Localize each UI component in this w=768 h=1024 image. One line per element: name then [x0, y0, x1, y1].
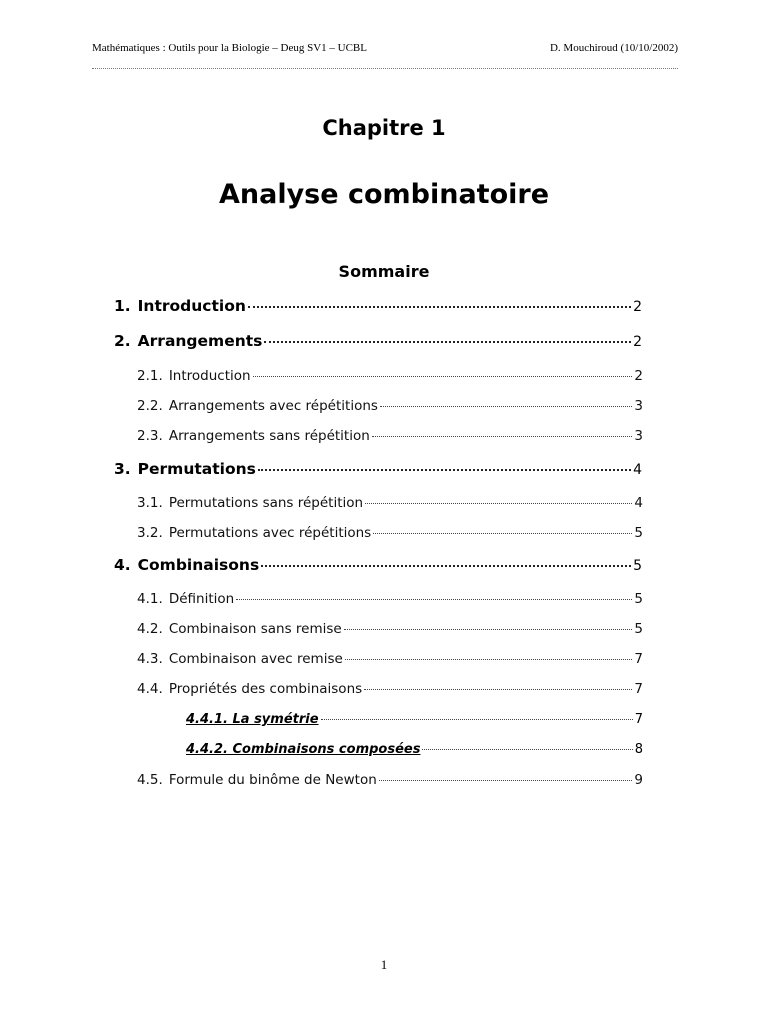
toc-entry-page: 4: [633, 462, 642, 478]
toc-entry-number: 1.: [114, 297, 131, 315]
toc-entry-page: 3: [634, 398, 643, 414]
toc-heading: Sommaire: [338, 262, 430, 281]
toc-entry-page: 2: [633, 299, 642, 315]
toc-entry-number: 4.5.: [137, 772, 163, 788]
toc-entry-number: 2.3.: [137, 428, 163, 444]
toc-entry-combinaisons-composees[interactable]: [186, 742, 643, 757]
toc-entry-page: 5: [633, 558, 642, 574]
toc-entry-number: 4.: [114, 556, 131, 574]
toc-dot-leader: [372, 436, 633, 437]
toc-entry-page: 5: [634, 621, 643, 637]
toc-entry-permutations-sans-repetition[interactable]: [137, 495, 643, 511]
toc-entry-number: 4.4.1.: [186, 712, 228, 727]
header-divider: [92, 68, 678, 69]
toc-entry-number: 3.2.: [137, 525, 163, 541]
toc-entry-label: Introduction: [137, 297, 246, 315]
toc-entry-permutations-avec-repetitions[interactable]: [137, 525, 643, 541]
toc-dot-leader: [365, 503, 632, 504]
toc-dot-leader: [380, 406, 632, 407]
toc-entry-number: 4.1.: [137, 591, 163, 607]
toc-dot-leader: [261, 565, 631, 567]
toc-entry-combinaisons[interactable]: [114, 556, 642, 574]
toc-dot-leader: [258, 469, 631, 471]
toc-entry-title: La symétrie: [232, 712, 319, 727]
toc-entry-definition[interactable]: [137, 591, 643, 607]
toc-entry-binome-de-newton[interactable]: [137, 772, 643, 788]
toc-entry-title: Combinaisons composées: [232, 742, 421, 757]
toc-entry-page: 2: [634, 368, 643, 384]
page-header: [92, 42, 678, 56]
toc-entry-number: 3.: [114, 460, 131, 478]
toc-dot-leader: [379, 780, 633, 781]
page-number: 1: [380, 957, 388, 972]
toc-entry-page: 7: [634, 681, 643, 697]
toc-entry-page: 5: [634, 525, 643, 541]
toc-entry-page: 2: [633, 334, 642, 350]
toc-entry-number: 2.1.: [137, 368, 163, 384]
toc-entry-label: Combinaison sans remise: [168, 621, 342, 637]
toc-entry-label: Combinaison avec remise: [168, 651, 343, 667]
toc-entry-introduction[interactable]: [114, 297, 642, 315]
toc-entry-arrangements-sans-repetition[interactable]: [137, 428, 643, 444]
toc-entry-number: 3.1.: [137, 495, 163, 511]
toc-entry-label: Définition: [168, 591, 235, 607]
toc-entry-arrangements-avec-repetitions[interactable]: [137, 398, 643, 414]
chapter-title: Analyse combinatoire: [218, 179, 550, 210]
toc-entry-label: Arrangements sans répétition: [168, 428, 370, 444]
toc-entry-proprietes-combinaisons[interactable]: [137, 681, 643, 697]
toc-dot-leader: [253, 376, 633, 377]
toc-entry-label: Arrangements avec répétitions: [168, 398, 378, 414]
toc-entry-page: 5: [634, 591, 643, 607]
toc-entry-label: Formule du binôme de Newton: [168, 772, 377, 788]
toc-dot-leader: [345, 659, 633, 660]
toc-entry-number: 4.4.2.: [186, 742, 228, 757]
toc-entry-label: Permutations avec répétitions: [168, 525, 372, 541]
toc-dot-leader: [422, 749, 632, 750]
toc-entry-permutations[interactable]: [114, 460, 642, 478]
toc-entry-number: 4.3.: [137, 651, 163, 667]
toc-entry-page: 8: [634, 742, 643, 757]
toc-entry-label: Permutations: [137, 460, 256, 478]
toc-entry-label: Arrangements: [137, 332, 263, 350]
toc-dot-leader: [236, 599, 632, 600]
toc-dot-leader: [321, 719, 633, 720]
toc-entry-label: [186, 712, 319, 727]
toc-dot-leader: [264, 341, 631, 343]
toc-entry-number: 4.2.: [137, 621, 163, 637]
toc-entry-page: 7: [634, 712, 643, 727]
toc-entry-page: 9: [634, 772, 643, 788]
toc-entry-page: 3: [634, 428, 643, 444]
toc-entry-label: Permutations sans répétition: [168, 495, 364, 511]
toc-entry-label: Introduction: [168, 368, 251, 384]
toc-entry-arrangements-introduction[interactable]: [137, 368, 643, 384]
toc-dot-leader: [344, 629, 633, 630]
toc-entry-number: 4.4.: [137, 681, 163, 697]
toc-dot-leader: [373, 533, 632, 534]
toc-entry-arrangements[interactable]: [114, 332, 642, 350]
toc-entry-page: 7: [634, 651, 643, 667]
toc-entry-combinaison-avec-remise[interactable]: [137, 651, 643, 667]
toc-dot-leader: [364, 689, 632, 690]
header-course-info: Mathématiques : Outils pour la Biologie – Deug SV1 – UCBL: [92, 42, 367, 54]
toc-entry-label: Combinaisons: [137, 556, 260, 574]
chapter-label: Chapitre 1: [322, 116, 446, 140]
toc-entry-label: [186, 742, 420, 757]
toc-entry-combinaison-sans-remise[interactable]: [137, 621, 643, 637]
toc-entry-page: 4: [634, 495, 643, 511]
toc-dot-leader: [248, 306, 631, 308]
toc-entry-label: Propriétés des combinaisons: [168, 681, 363, 697]
header-author-date: D. Mouchiroud (10/10/2002): [549, 42, 678, 54]
toc-entry-number: 2.: [114, 332, 131, 350]
toc-entry-number: 2.2.: [137, 398, 163, 414]
toc-entry-la-symetrie[interactable]: [186, 712, 643, 727]
